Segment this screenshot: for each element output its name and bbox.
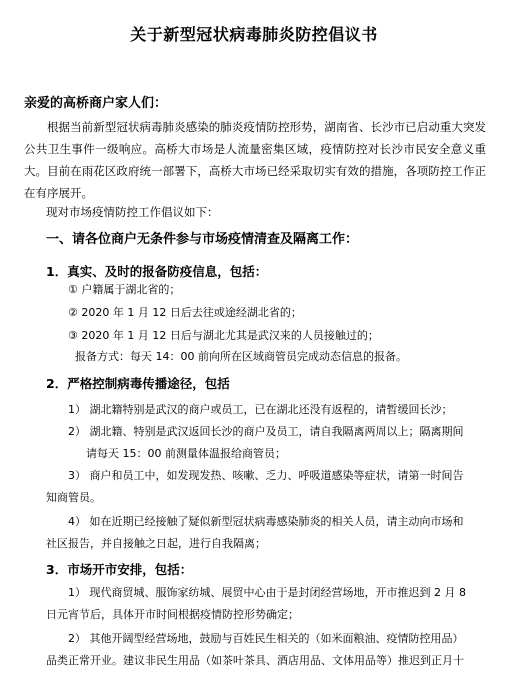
subsection-3-heading: 3．市场开市安排，包括： xyxy=(46,562,193,577)
greeting: 亲爱的高桥商户家人们： xyxy=(24,96,168,111)
list-item-continued: 知商管员。 xyxy=(46,491,101,504)
list-item: ③ 2020 年 1 月 12 日后与湖北尤其是武汉来的人员接触过的； xyxy=(68,329,379,342)
section-1-heading: 一、请各位商户无条件参与市场疫情清查及隔离工作： xyxy=(46,232,359,247)
subsection-2-heading: 2．严格控制病毒传播途径，包括 xyxy=(46,376,230,391)
list-item: 2） 湖北籍、特别是武汉返回长沙的商户及员工，请自我隔离两周以上；隔离期间 xyxy=(68,425,464,438)
list-item-continued: 社区报告，并自接触之日起，进行自我隔离； xyxy=(46,537,266,550)
report-note: 报备方式：每天 14：00 前向所在区域商管员完成动态信息的报备。 xyxy=(75,350,407,363)
document-title: 关于新型冠状病毒肺炎防控倡议书 xyxy=(130,25,378,44)
list-item-continued: 品类正常开业。建议非民生用品（如茶叶茶具、酒店用品、文体用品等）推迟到正月十 xyxy=(46,654,464,667)
list-item: 4） 如在近期已经接触了疑似新型冠状病毒感染肺炎的相关人员，请主动向市场和 xyxy=(68,515,464,528)
list-item: 2） 其他开阔型经营场地，鼓励与百姓民生相关的（如米面粮油、疫情防控用品） xyxy=(68,632,464,645)
subsection-1-heading: 1．真实、及时的报备防疫信息，包括： xyxy=(46,264,268,279)
list-item: ② 2020 年 1 月 12 日后去往或途经湖北省的； xyxy=(68,306,302,319)
list-item-continued: 日元宵节后，具体开市时间根据疫情防控形势确定； xyxy=(46,608,299,621)
intro-paragraph: 根据当前新型冠状病毒肺炎感染的肺炎疫情防控形势，湖南省、长沙市已启动重大突发公共卫生事件一级响应。高桥大市场是人流量密集区域，疫情防控对长沙市民安全意义重大。目前在雨花区政府统一部署下，高桥大市场已经采取切实有效的措施，各项防控工作正在有序展开。 xyxy=(24,120,486,200)
list-item-continued: 请每天 15：00 前测量体温报给商管员； xyxy=(86,447,286,460)
lead-text: 现对市场疫情防控工作倡议如下： xyxy=(46,205,219,219)
list-item: 1） 现代商贸城、服饰家纺城、展贸中心由于是封闭经营场地，开市推迟到 2 月 8 xyxy=(68,586,466,599)
list-item: ① 户籍属于湖北省的； xyxy=(68,283,181,296)
list-item: 3） 商户和员工中，如发现发热、咳嗽、乏力、呼吸道感染等症状，请第一时间告 xyxy=(68,469,464,482)
list-item: 1） 湖北籍特别是武汉的商户或员工，已在湖北还没有返程的，请暂缓回长沙； xyxy=(68,403,453,416)
